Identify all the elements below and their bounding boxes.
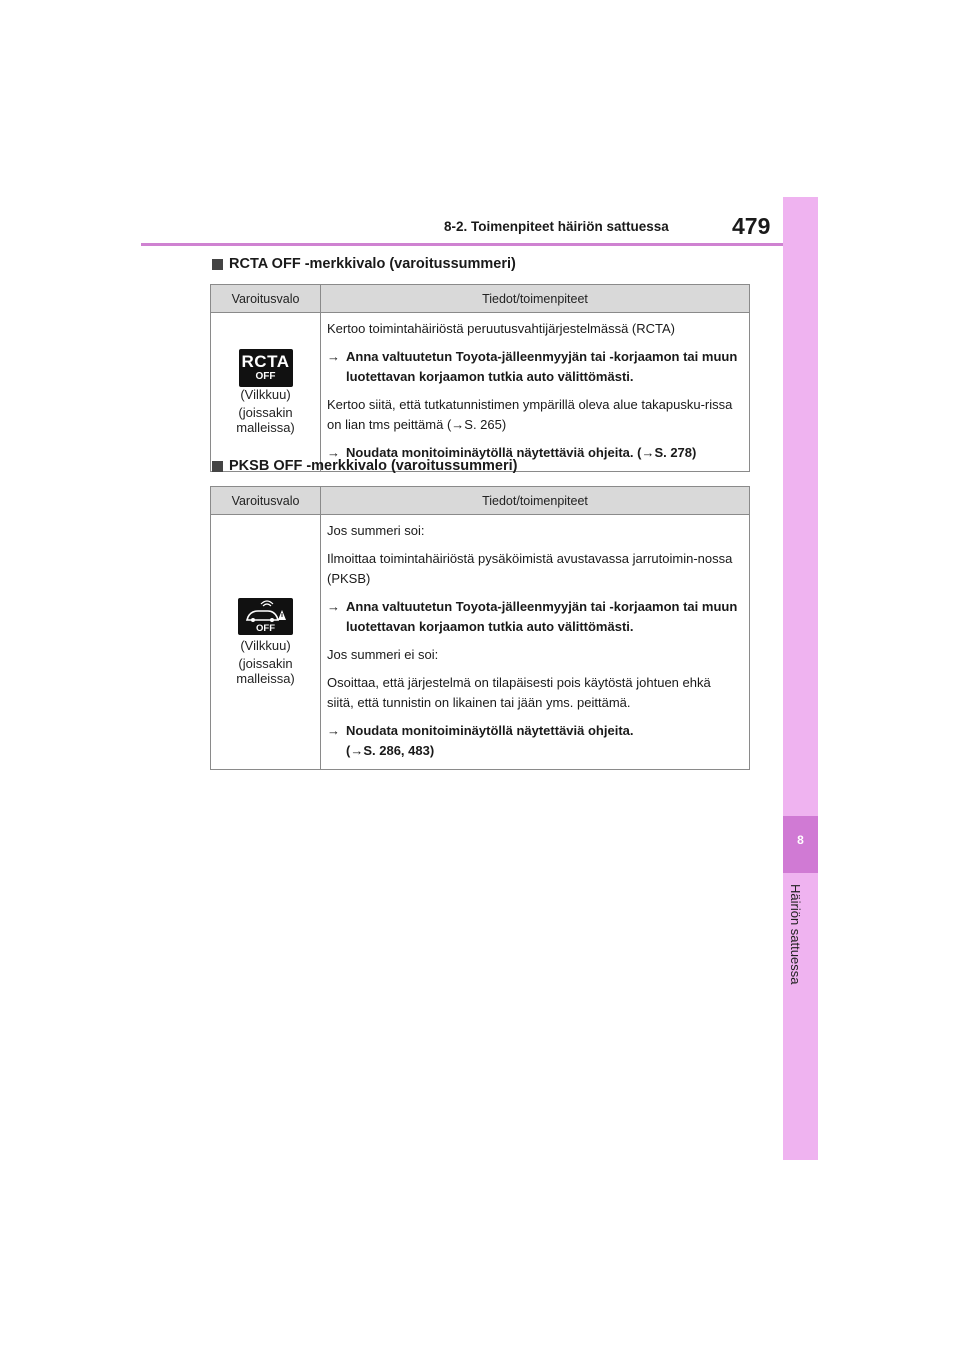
- pksb-icon-off-label: OFF: [256, 623, 275, 634]
- info-text: Kertoo siitä, että tutkatunnistimen ympärillä oleva alue takapusku-rissa on lian tms peittämä (: [327, 397, 733, 432]
- rcta-section-title: [212, 256, 516, 272]
- action-text-part: Noudata monitoiminäytöllä näytettäviä ohjeita. (: [346, 445, 642, 460]
- info-paragraph: Ilmoittaa toimintahäiriöstä pysäköimistä avustavassa jarrutoimin-nossa (PKSB): [327, 551, 733, 586]
- icon-caption-1: (Vilkkuu): [240, 387, 291, 402]
- info-paragraph: Jos summeri ei soi:: [327, 647, 439, 662]
- running-header: 8-2. Toimenpiteet häiriön sattuessa: [444, 219, 669, 234]
- arrow-right-icon: →: [451, 417, 465, 432]
- info-actions-cell: [321, 313, 750, 472]
- icon-caption-3: malleissa): [236, 420, 295, 435]
- page-number: 479: [732, 213, 771, 239]
- page-reference[interactable]: S. 278): [654, 445, 697, 460]
- action-text: Anna valtuutetun Toyota-jälleenmyyjän tai -korjaamon tai muun luotettavan korjaamon tutkia auto välittömästi.: [346, 349, 738, 384]
- info-paragraph: Kertoo toimintahäiriöstä peruutusvahtijärjestelmässä (RCTA): [327, 321, 676, 336]
- icon-caption-2: (joissakin: [238, 405, 293, 420]
- arrow-right-icon: →: [327, 599, 340, 614]
- info-paragraph: Osoittaa, että järjestelmä on tilapäisesti pois käytöstä johtuen ehkä siitä, että tunnistin on likainen tai jään yms. peittämä.: [327, 675, 711, 710]
- arrow-right-icon: →: [350, 743, 364, 758]
- arrow-right-icon: →: [327, 445, 340, 460]
- page-reference[interactable]: S. 286, 483): [363, 743, 435, 758]
- warning-light-cell: [211, 515, 321, 770]
- rcta-off-icon: [239, 349, 293, 387]
- action-item: [327, 597, 741, 637]
- info-actions-cell: [321, 515, 750, 770]
- table-row: [211, 515, 750, 770]
- square-bullet-icon: [212, 259, 223, 270]
- action-text-part: (: [346, 743, 351, 758]
- icon-caption-2: (joissakin: [238, 656, 293, 671]
- square-bullet-icon: [212, 461, 223, 472]
- table-row: [211, 313, 750, 472]
- chapter-strip: [783, 197, 818, 1160]
- rcta-table: [210, 284, 750, 472]
- action-item: [327, 721, 741, 761]
- column-header-info-actions: Tiedot/toimenpiteet: [321, 285, 750, 313]
- pksb-section-title: [212, 458, 517, 474]
- rcta-icon-off-label: OFF: [255, 371, 276, 382]
- pksb-table: [210, 486, 750, 770]
- chapter-number: 8: [797, 833, 804, 847]
- arrow-right-icon: →: [327, 723, 340, 738]
- info-paragraph: Jos summeri soi:: [327, 523, 425, 538]
- action-item: [327, 347, 741, 387]
- warning-light-cell: [211, 313, 321, 472]
- column-header-warning-light: Varoitusvalo: [211, 487, 321, 515]
- action-text-part: Noudata monitoiminäytöllä näytettäviä ohjeita.: [346, 723, 634, 738]
- arrow-right-icon: →: [327, 349, 340, 364]
- page-reference[interactable]: S. 265): [464, 417, 507, 432]
- table-header-row: [211, 285, 750, 313]
- column-header-warning-light: Varoitusvalo: [211, 285, 321, 313]
- column-header-info-actions: Tiedot/toimenpiteet: [321, 487, 750, 515]
- info-paragraph: [327, 395, 741, 435]
- table-header-row: [211, 487, 750, 515]
- icon-caption-3: malleissa): [236, 671, 295, 686]
- icon-caption-1: (Vilkkuu): [240, 638, 291, 653]
- rcta-icon-label: RCTA: [241, 352, 290, 371]
- action-text: Anna valtuutetun Toyota-jälleenmyyjän tai -korjaamon tai muun luotettavan korjaamon tutkia auto välittömästi.: [346, 599, 738, 634]
- rcta-title-text: RCTA OFF -merkkivalo (varoitussummeri): [229, 256, 516, 272]
- chapter-title: Häiriön sattuessa: [788, 884, 803, 985]
- pksb-off-icon: [238, 598, 293, 635]
- header-rule: [141, 243, 783, 246]
- pksb-title-text: PKSB OFF -merkkivalo (varoitussummeri): [229, 458, 518, 474]
- action-text: [346, 721, 741, 761]
- arrow-right-icon: →: [641, 445, 655, 460]
